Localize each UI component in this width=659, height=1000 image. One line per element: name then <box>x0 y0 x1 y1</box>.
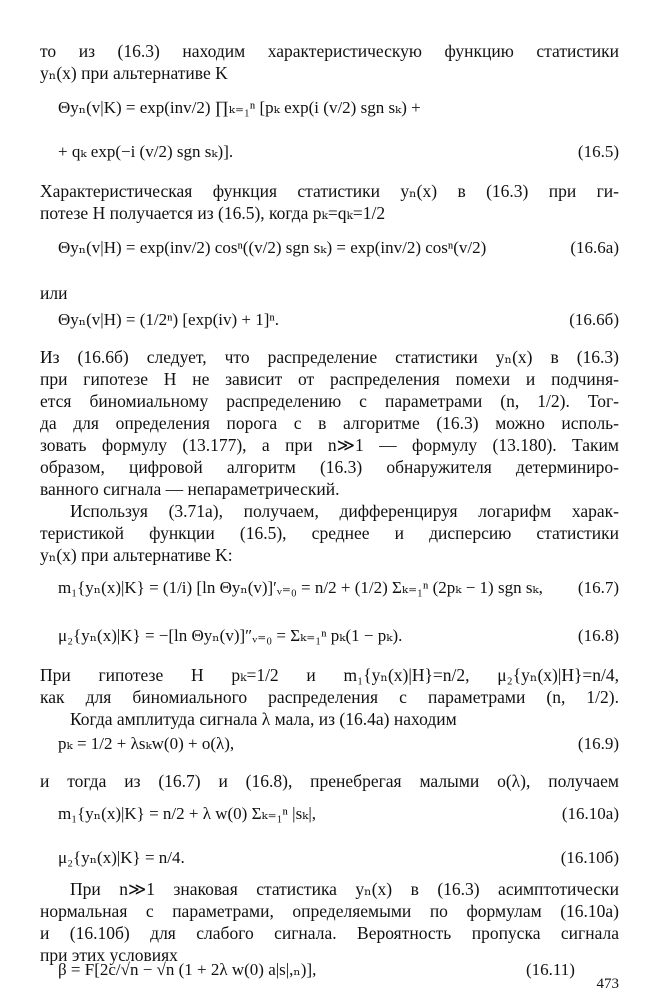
equation-formula: + qₖ exp(−i (v/2) sgn sₖ)]. <box>58 142 234 161</box>
text-line: да для определения порога c в алгоритме (16.3) можно исполь- <box>40 413 619 433</box>
equation-16-11 <box>58 948 559 992</box>
equation-number: (16.7) <box>577 578 619 597</box>
text-line: нормальная с параметрами, определяемыми по формулам (16.10а) <box>40 901 619 921</box>
text-line: Характеристическая функция статистики yₙ(x) в (16.3) при ги- <box>40 181 619 201</box>
equation-number: (16.6б) <box>569 310 619 329</box>
equation-16-9 <box>58 722 619 766</box>
text-line: и тогда из (16.7) и (16.8), пренебрегая малыми o(λ), получаем <box>40 771 619 791</box>
equation-16-10b <box>58 836 619 880</box>
equation-16-5-part2 <box>58 130 619 174</box>
text-line: или <box>40 283 68 303</box>
equation-formula: m₁{yₙ(x)|K} = n/2 + λ w(0) Σₖ₌₁ⁿ |sₖ|, <box>58 804 317 823</box>
equation-formula: Θyₙ(v|K) = exp(inv/2) ∏ₖ₌₁ⁿ [pₖ exp(i (v/2) sgn sₖ) + <box>58 98 421 117</box>
text-line: Используя (3.71а), получаем, дифференцируя логарифм харак- <box>70 501 619 521</box>
equation-formula: pₖ = 1/2 + λsₖw(0) + o(λ), <box>58 734 235 753</box>
equation-formula: β = F[2c/√n − √n (1 + 2λ w(0) a|s|,ₙ)], <box>58 960 317 979</box>
text-line: при этих условиях <box>40 945 178 965</box>
text-line: теристикой функции (16.5), среднее и дисперсию статистики <box>40 523 619 543</box>
text-line: и (16.10б) для слабого сигнала. Вероятность пропуска сигнала <box>40 923 619 943</box>
equation-formula: μ₂{yₙ(x)|K} = n/4. <box>58 848 185 867</box>
equation-16-8 <box>58 614 619 658</box>
text-line: то из (16.3) находим характеристическую функцию статистики <box>40 41 619 61</box>
text-line: потезе H получается из (16.5), когда pₖ=qₖ=1/2 <box>40 203 386 223</box>
page-number: 473 <box>596 976 619 992</box>
equation-number: (16.10а) <box>561 804 619 823</box>
text-line: Когда амплитуда сигнала λ мала, из (16.4а) находим <box>70 709 457 729</box>
text-line: при гипотезе H не зависит от распределения помехи и подчиня- <box>40 369 619 389</box>
text-line: yₙ(x) при альтернативе K <box>40 63 228 83</box>
equation-number: (16.6а) <box>570 238 619 257</box>
equation-16-7 <box>58 566 619 610</box>
text-line: как для биномиального распределения с параметрами (n, 1/2). <box>40 687 619 707</box>
text-line: образом, цифровой алгоритм (16.3) обнаружителя детерминиро- <box>40 457 619 477</box>
text-line: Из (16.6б) следует, что распределение статистики yₙ(x) в (16.3) <box>40 347 619 367</box>
equation-number: (16.9) <box>577 734 619 753</box>
equation-16-6b <box>58 298 619 342</box>
text-line: yₙ(x) при альтернативе K: <box>40 545 233 565</box>
equation-16-6a <box>58 226 619 270</box>
text-line: ванного сигнала — непараметрический. <box>40 479 340 499</box>
equation-16-10a <box>58 792 619 836</box>
text-line: зовать формулу (13.177), а при n≫1 — формулу (13.180). Таким <box>40 435 619 455</box>
equation-number: (16.8) <box>577 626 619 645</box>
equation-formula: m₁{yₙ(x)|K} = (1/i) [ln Θyₙ(v)]′ᵥ₌₀ = n/2 + (1/2) Σₖ₌₁ⁿ (2pₖ − 1) sgn sₖ, <box>58 578 543 597</box>
equation-formula: Θyₙ(v|H) = (1/2ⁿ) [exp(iv) + 1]ⁿ. <box>58 310 279 329</box>
equation-formula: Θyₙ(v|H) = exp(inv/2) cosⁿ((v/2) sgn sₖ) = exp(inv/2) cosⁿ(v/2) <box>58 238 487 257</box>
equation-number: (16.10б) <box>560 848 619 867</box>
text-line: При гипотезе H pₖ=1/2 и m₁{yₙ(x)|H}=n/2, μ₂{yₙ(x)|H}=n/4, <box>40 665 619 685</box>
text-line: ется биномиальному распределению с параметрами (n, 1/2). Тог- <box>40 391 619 411</box>
text-line: При n≫1 знаковая статистика yₙ(x) в (16.3) асимптотически <box>70 879 619 899</box>
equation-number: (16.5) <box>577 142 619 161</box>
equation-16-5-part1 <box>58 86 619 130</box>
equation-number: (16.11) <box>526 960 575 979</box>
equation-formula: μ₂{yₙ(x)|K} = −[ln Θyₙ(v)]″ᵥ₌₀ = Σₖ₌₁ⁿ pₖ(1 − pₖ). <box>58 626 403 645</box>
